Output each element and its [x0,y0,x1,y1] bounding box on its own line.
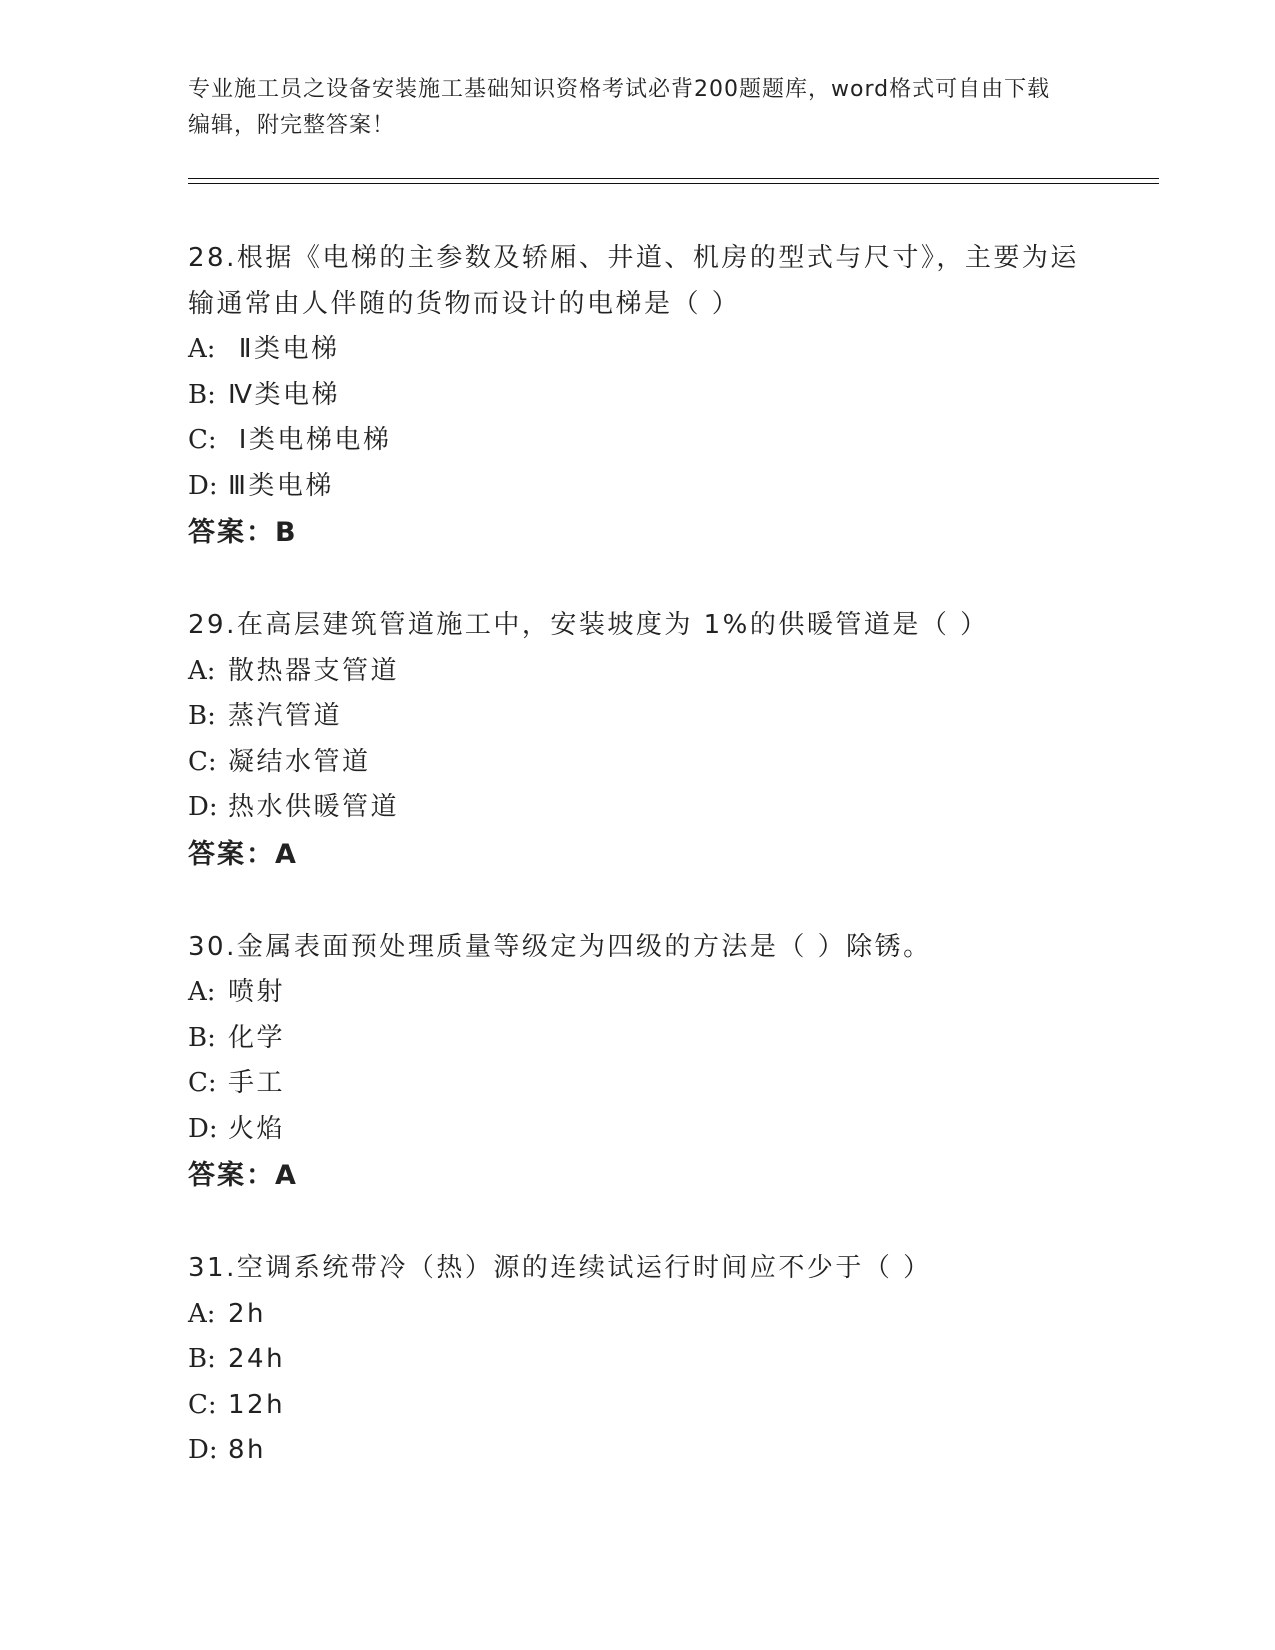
option-d [188,464,1088,510]
option-letter: A: [188,334,216,364]
option-b [188,1016,1088,1062]
option-c [188,740,1088,786]
option-c [188,1383,1088,1429]
option-a [188,327,1088,373]
question-stem: 29.在高层建筑管道施工中，安装坡度为 1%的供暖管道是（ ） [188,610,989,640]
option-letter: D: [188,1435,218,1465]
option-letter: D: [188,1113,218,1144]
option-b [188,694,1088,740]
question-31 [188,1246,1088,1474]
option-c [188,418,1088,464]
option-text: Ⅳ类电梯 [228,379,340,410]
option-text: 12h [228,1389,286,1420]
option-d [188,1107,1088,1153]
option-letter: A: [188,977,216,1007]
option-text: 手工 [228,1068,286,1098]
option-c [188,1061,1088,1107]
option-text: Ⅰ类电梯电梯 [228,425,392,455]
option-text: Ⅱ类电梯 [228,334,340,364]
document-header: 专业施工员之设备安装施工基础知识资格考试必背200题题库，word格式可自由下载编辑，附完整答案！ [188,77,1051,138]
option-text: 散热器支管道 [228,655,400,686]
option-text: 8h [228,1435,267,1465]
option-letter: D: [188,792,218,822]
answer-line: 答案：B [188,517,298,548]
question-stem: 28.根据《电梯的主参数及轿厢、井道、机房的型式与尺寸》，主要为运输通常由人伴随的货物而设计的电梯是（ ） [188,243,1079,319]
option-letter: D: [188,470,218,501]
option-a [188,970,1088,1016]
question-stem: 31.空调系统带冷（热）源的连续试运行时间应不少于（ ） [188,1253,932,1283]
question-29 [188,603,1088,878]
option-b [188,373,1088,419]
option-b [188,1337,1088,1383]
option-letter: A: [188,655,216,686]
option-letter: B: [188,379,216,410]
header-divider-top [188,178,1159,179]
answer-line: 答案：A [188,838,298,870]
option-letter: A: [188,1298,216,1329]
option-text: Ⅲ类电梯 [228,470,334,501]
option-text: 24h [228,1344,286,1374]
option-letter: C: [188,1389,217,1420]
option-text: 蒸汽管道 [228,701,343,731]
option-text: 化学 [228,1022,286,1053]
option-letter: B: [188,1022,216,1053]
option-a [188,1292,1088,1338]
option-letter: C: [188,1068,217,1098]
option-letter: C: [188,425,217,455]
question-28 [188,236,1088,556]
option-text: 2h [228,1298,267,1329]
header-divider-bottom [188,183,1159,184]
option-text: 火焰 [228,1113,286,1144]
option-a [188,649,1088,695]
option-letter: B: [188,1344,216,1374]
question-stem: 30.金属表面预处理质量等级定为四级的方法是（ ）除锈。 [188,931,932,962]
question-30 [188,925,1088,1200]
option-d [188,1428,1088,1474]
option-text: 喷射 [228,977,286,1007]
option-text: 凝结水管道 [228,746,371,777]
question-list [188,236,1088,1521]
option-text: 热水供暖管道 [228,792,400,822]
option-letter: B: [188,701,216,731]
option-letter: C: [188,746,217,777]
option-d [188,785,1088,831]
answer-line: 答案：A [188,1160,298,1191]
